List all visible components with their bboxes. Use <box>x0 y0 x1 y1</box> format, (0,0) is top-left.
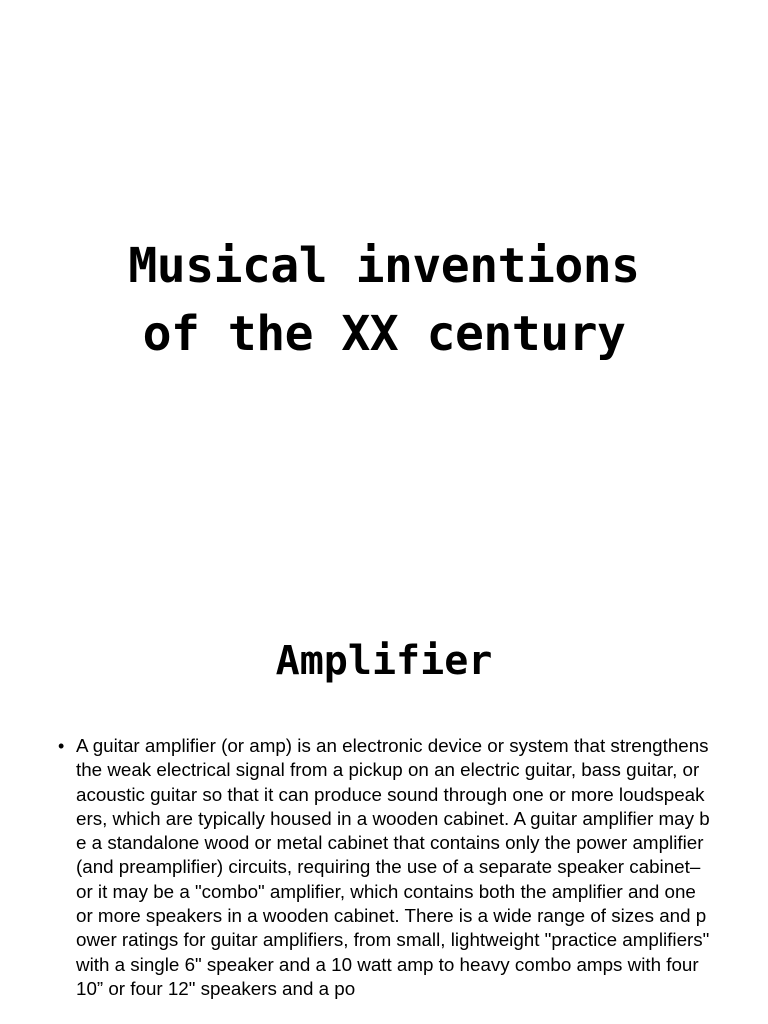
title-line-2: of the XX century <box>142 306 626 362</box>
bullet-text: A guitar amplifier (or amp) is an electronic device or system that strengthens the weak electrical signal from a pickup on an electric guitar, bass guitar, or acoustic guitar so that it can produce sound through one or more loudspeakers, which are typically housed in a wooden cabinet. A guitar amplifier may be a standalone wood or metal cabinet that contains only the power amplifier (and preamplifier) circuits, requiring the use of a separate speaker cabinet–or it may be a "combo" amplifier, which contains both the amplifier and one or more speakers in a wooden cabinet. There is a wide range of sizes and power ratings for guitar amplifiers, from small, lightweight "practice amplifiers" with a single 6" speaker and a 10 watt amp to heavy combo amps with four 10” or four 12" speakers and a po <box>76 735 710 999</box>
presentation-title <box>0 232 768 368</box>
slide-heading: Amplifier <box>275 638 493 684</box>
bullet-icon: • <box>58 736 65 756</box>
bullet-list <box>56 734 710 1001</box>
title-line-1: Musical inventions <box>128 238 640 294</box>
bullet-item <box>56 734 710 1001</box>
amplifier-slide <box>0 576 768 1024</box>
